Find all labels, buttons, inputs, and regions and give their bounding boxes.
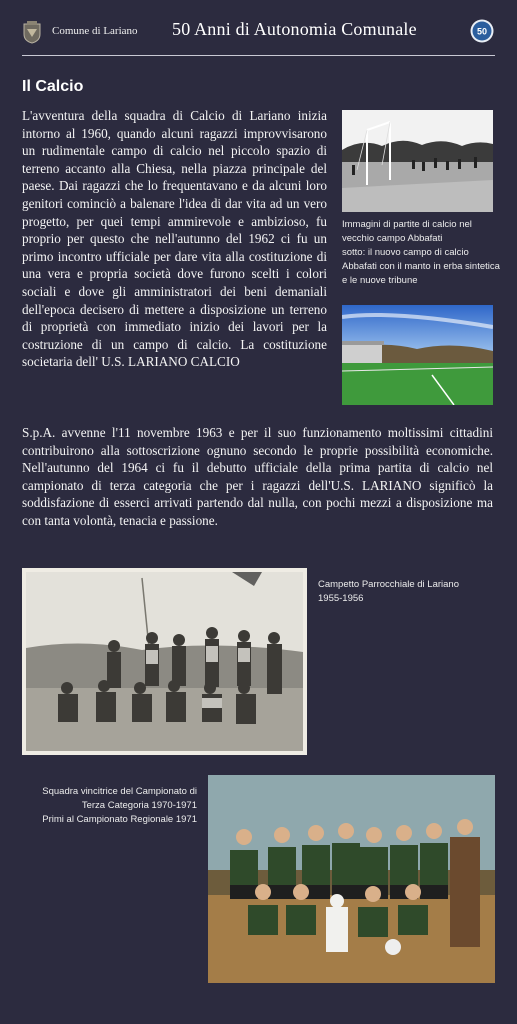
50-anniversary-badge-icon bbox=[470, 19, 494, 43]
comune-label: Comune di Lariano bbox=[52, 25, 138, 37]
fields-caption: Immagini di partite di calcio nel vecchio campo Abbafati sotto: il nuovo campo di calcio Abbafati con il manto in erba sintetica e le nuove tribune bbox=[342, 219, 500, 286]
page-title: 50 Anni di Autonomia Comunale bbox=[172, 19, 417, 39]
old-field-match-photo bbox=[342, 110, 493, 212]
header-divider bbox=[22, 55, 495, 56]
champions-team-photo bbox=[208, 775, 495, 983]
body-paragraph-2: S.p.A. avvenne l'11 novembre 1963 e per il suo funzionamento moltissimi cittadini contribuirono alla sottoscrizione ognuno secondo le proprie possibilità economiche. Nell'autunno del 1964 ci fu il debutto ufficiale della prima partita di calcio nel campionato di terza categoria che per i ragazzi dell'U.S. LARIANO significò la soddisfazione di esserci arrivati partendo dal nulla, con pochi mezzi a disposizione ma con tanta volontà, tenacia e passione. bbox=[22, 425, 493, 528]
new-synthetic-field-photo bbox=[342, 305, 493, 405]
page-header bbox=[0, 0, 517, 60]
municipal-crest-icon bbox=[22, 20, 42, 44]
body-paragraph-1: L'avventura della squadra di Calcio di Lariano inizia intorno al 1960, quando alcuni ragazzi improvvisarono un rudimentale campo di calcio nel piccolo spazio di terreno accanto alla Chiesa, nella piazza principale del paese. Dai ragazzi che lo frequentavano e da alcuni loro genitori cominciò a balenare l'idea di dar vita ad un vero progetto, per quei tempi ammirevole e ambizioso, fu proprio per questo che nell'autunno del 1962 ci fu un primo incontro ufficiale per dare vita alla costituzione di una vera e propria società dove furono scelti i colori sociali e dove gli amministratori dei beni demaniali dell'epoca decisero di mettere a disposizione un terreno di proprietà con immediato inizio dei lavori per la costruzione di un campo di calcio. La costituzione societaria dell' U.S. LARIANO CALCIO bbox=[22, 108, 327, 370]
badge-number: 50 bbox=[476, 26, 488, 37]
champions-caption: Squadra vincitrice del Campionato di Terza Categoria 1970-1971 Primi al Campionato Regionale 1971 bbox=[42, 786, 197, 825]
section-heading: Il Calcio bbox=[22, 78, 84, 95]
parish-caption: Campetto Parrocchiale di Lariano 1955-1956 bbox=[318, 579, 459, 604]
parish-field-team-photo bbox=[22, 568, 307, 755]
